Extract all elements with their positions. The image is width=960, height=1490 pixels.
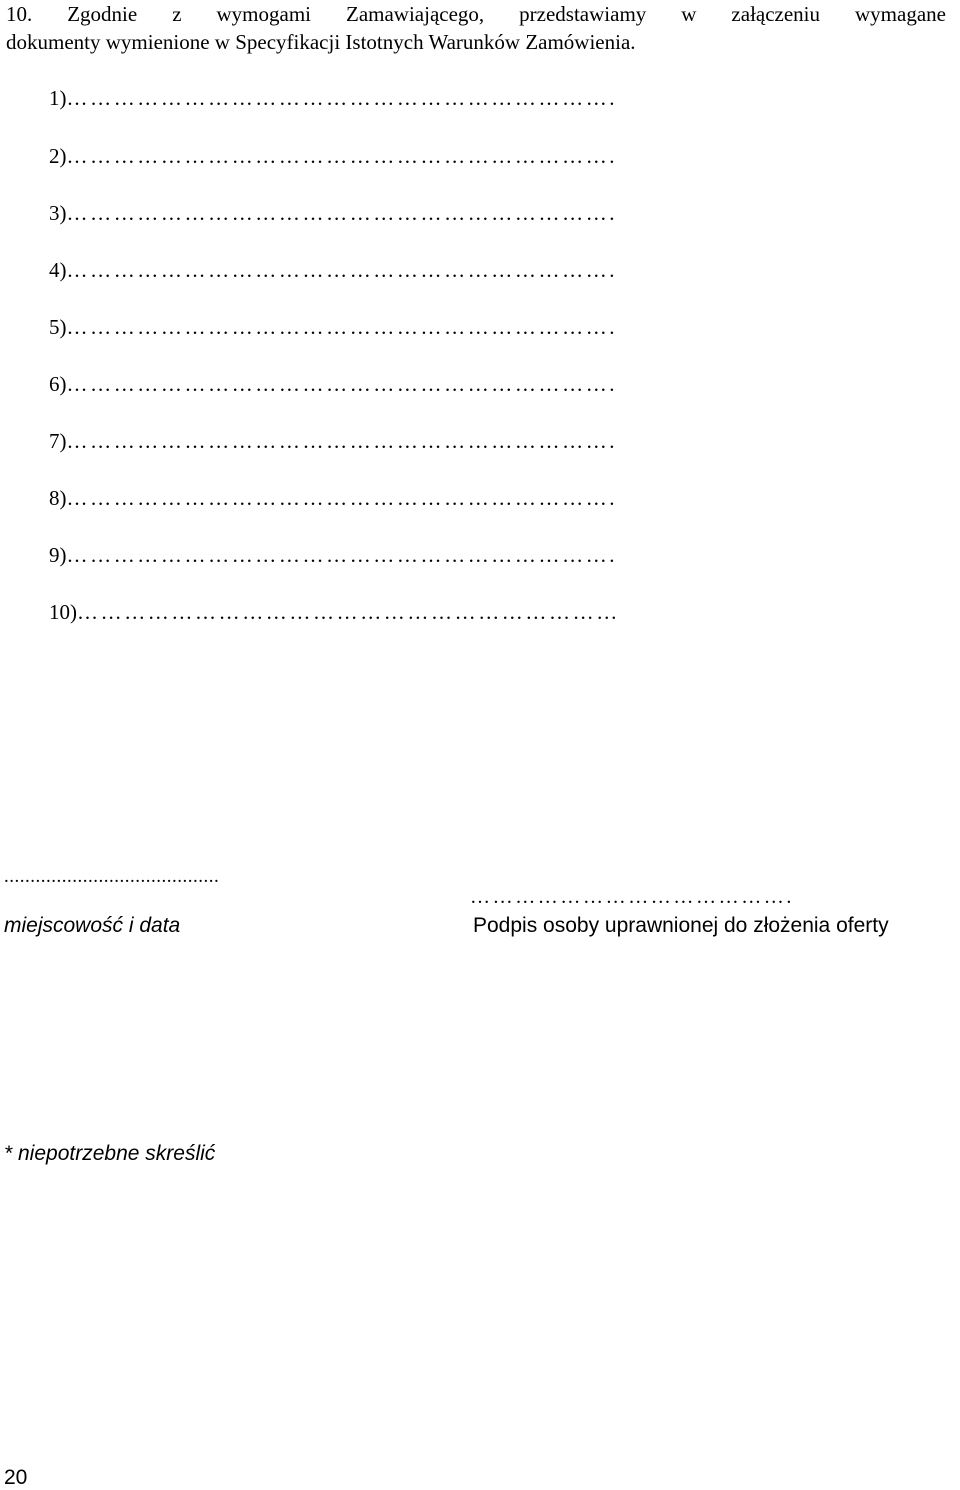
intro-paragraph-line1 bbox=[6, 0, 946, 28]
place-date-fill-line: ......................................... bbox=[4, 866, 220, 887]
list-item-fill-line: ……………………………………………………………. bbox=[66, 543, 618, 567]
list-item-number: 6) bbox=[49, 372, 67, 396]
list-item-number: 7) bbox=[49, 429, 67, 453]
list-item-fill-line: ……………………………………………………………. bbox=[66, 315, 618, 339]
list-item-number: 8) bbox=[49, 486, 67, 510]
list-item-number: 9) bbox=[49, 543, 67, 567]
intro-word: z bbox=[172, 2, 182, 26]
list-item-fill-line: ……………………………………………………………. bbox=[66, 86, 618, 110]
place-date-label: miejscowość i data bbox=[4, 914, 181, 937]
document-list-item-8 bbox=[49, 486, 617, 510]
document-list-item-1 bbox=[49, 86, 617, 110]
intro-word: Zamawiającego, bbox=[346, 2, 485, 26]
document-list-item-7 bbox=[49, 429, 617, 453]
intro-paragraph bbox=[6, 0, 946, 56]
list-item-fill-line: ……………………………………………………………. bbox=[66, 201, 618, 225]
list-item-fill-line: ……………………………………………………………. bbox=[66, 486, 618, 510]
intro-word: wymagane bbox=[855, 2, 946, 26]
intro-word: przedstawiamy bbox=[519, 2, 647, 26]
list-item-number: 3) bbox=[49, 201, 67, 225]
list-item-number: 10) bbox=[49, 600, 77, 624]
list-item-fill-line: ……………………………………………………………. bbox=[66, 372, 618, 396]
list-item-number: 5) bbox=[49, 315, 67, 339]
signature-fill-line: ……………………………………. bbox=[470, 886, 794, 908]
document-list-item-3 bbox=[49, 201, 617, 225]
list-item-fill-line: ……………………………………………………………. bbox=[66, 144, 618, 168]
list-item-number: 1) bbox=[49, 86, 67, 110]
document-list-item-10 bbox=[49, 600, 620, 624]
intro-word: załączeniu bbox=[731, 2, 821, 26]
document-list-item-6 bbox=[49, 372, 617, 396]
list-item-fill-line: ……………………………………………………………. bbox=[66, 429, 618, 453]
intro-word: Zgodnie bbox=[67, 2, 138, 26]
document-list-item-2 bbox=[49, 144, 617, 168]
document-list-item-4 bbox=[49, 258, 617, 282]
signature-label: Podpis osoby uprawnionej do złożenia oferty bbox=[473, 914, 889, 937]
intro-word: w bbox=[681, 2, 697, 26]
list-item-number: 2) bbox=[49, 144, 67, 168]
intro-word: wymogami bbox=[216, 2, 312, 26]
document-list-item-5 bbox=[49, 315, 617, 339]
footnote: * niepotrzebne skreślić bbox=[4, 1142, 216, 1165]
intro-word: 10. bbox=[6, 2, 33, 26]
page-number: 20 bbox=[4, 1466, 28, 1489]
list-item-number: 4) bbox=[49, 258, 67, 282]
intro-paragraph-line2: dokumenty wymienione w Specyfikacji Istotnych Warunków Zamówienia. bbox=[6, 30, 636, 54]
list-item-fill-line: …………………………………………………………… bbox=[77, 600, 620, 624]
list-item-fill-line: ……………………………………………………………. bbox=[66, 258, 618, 282]
document-list-item-9 bbox=[49, 543, 617, 567]
